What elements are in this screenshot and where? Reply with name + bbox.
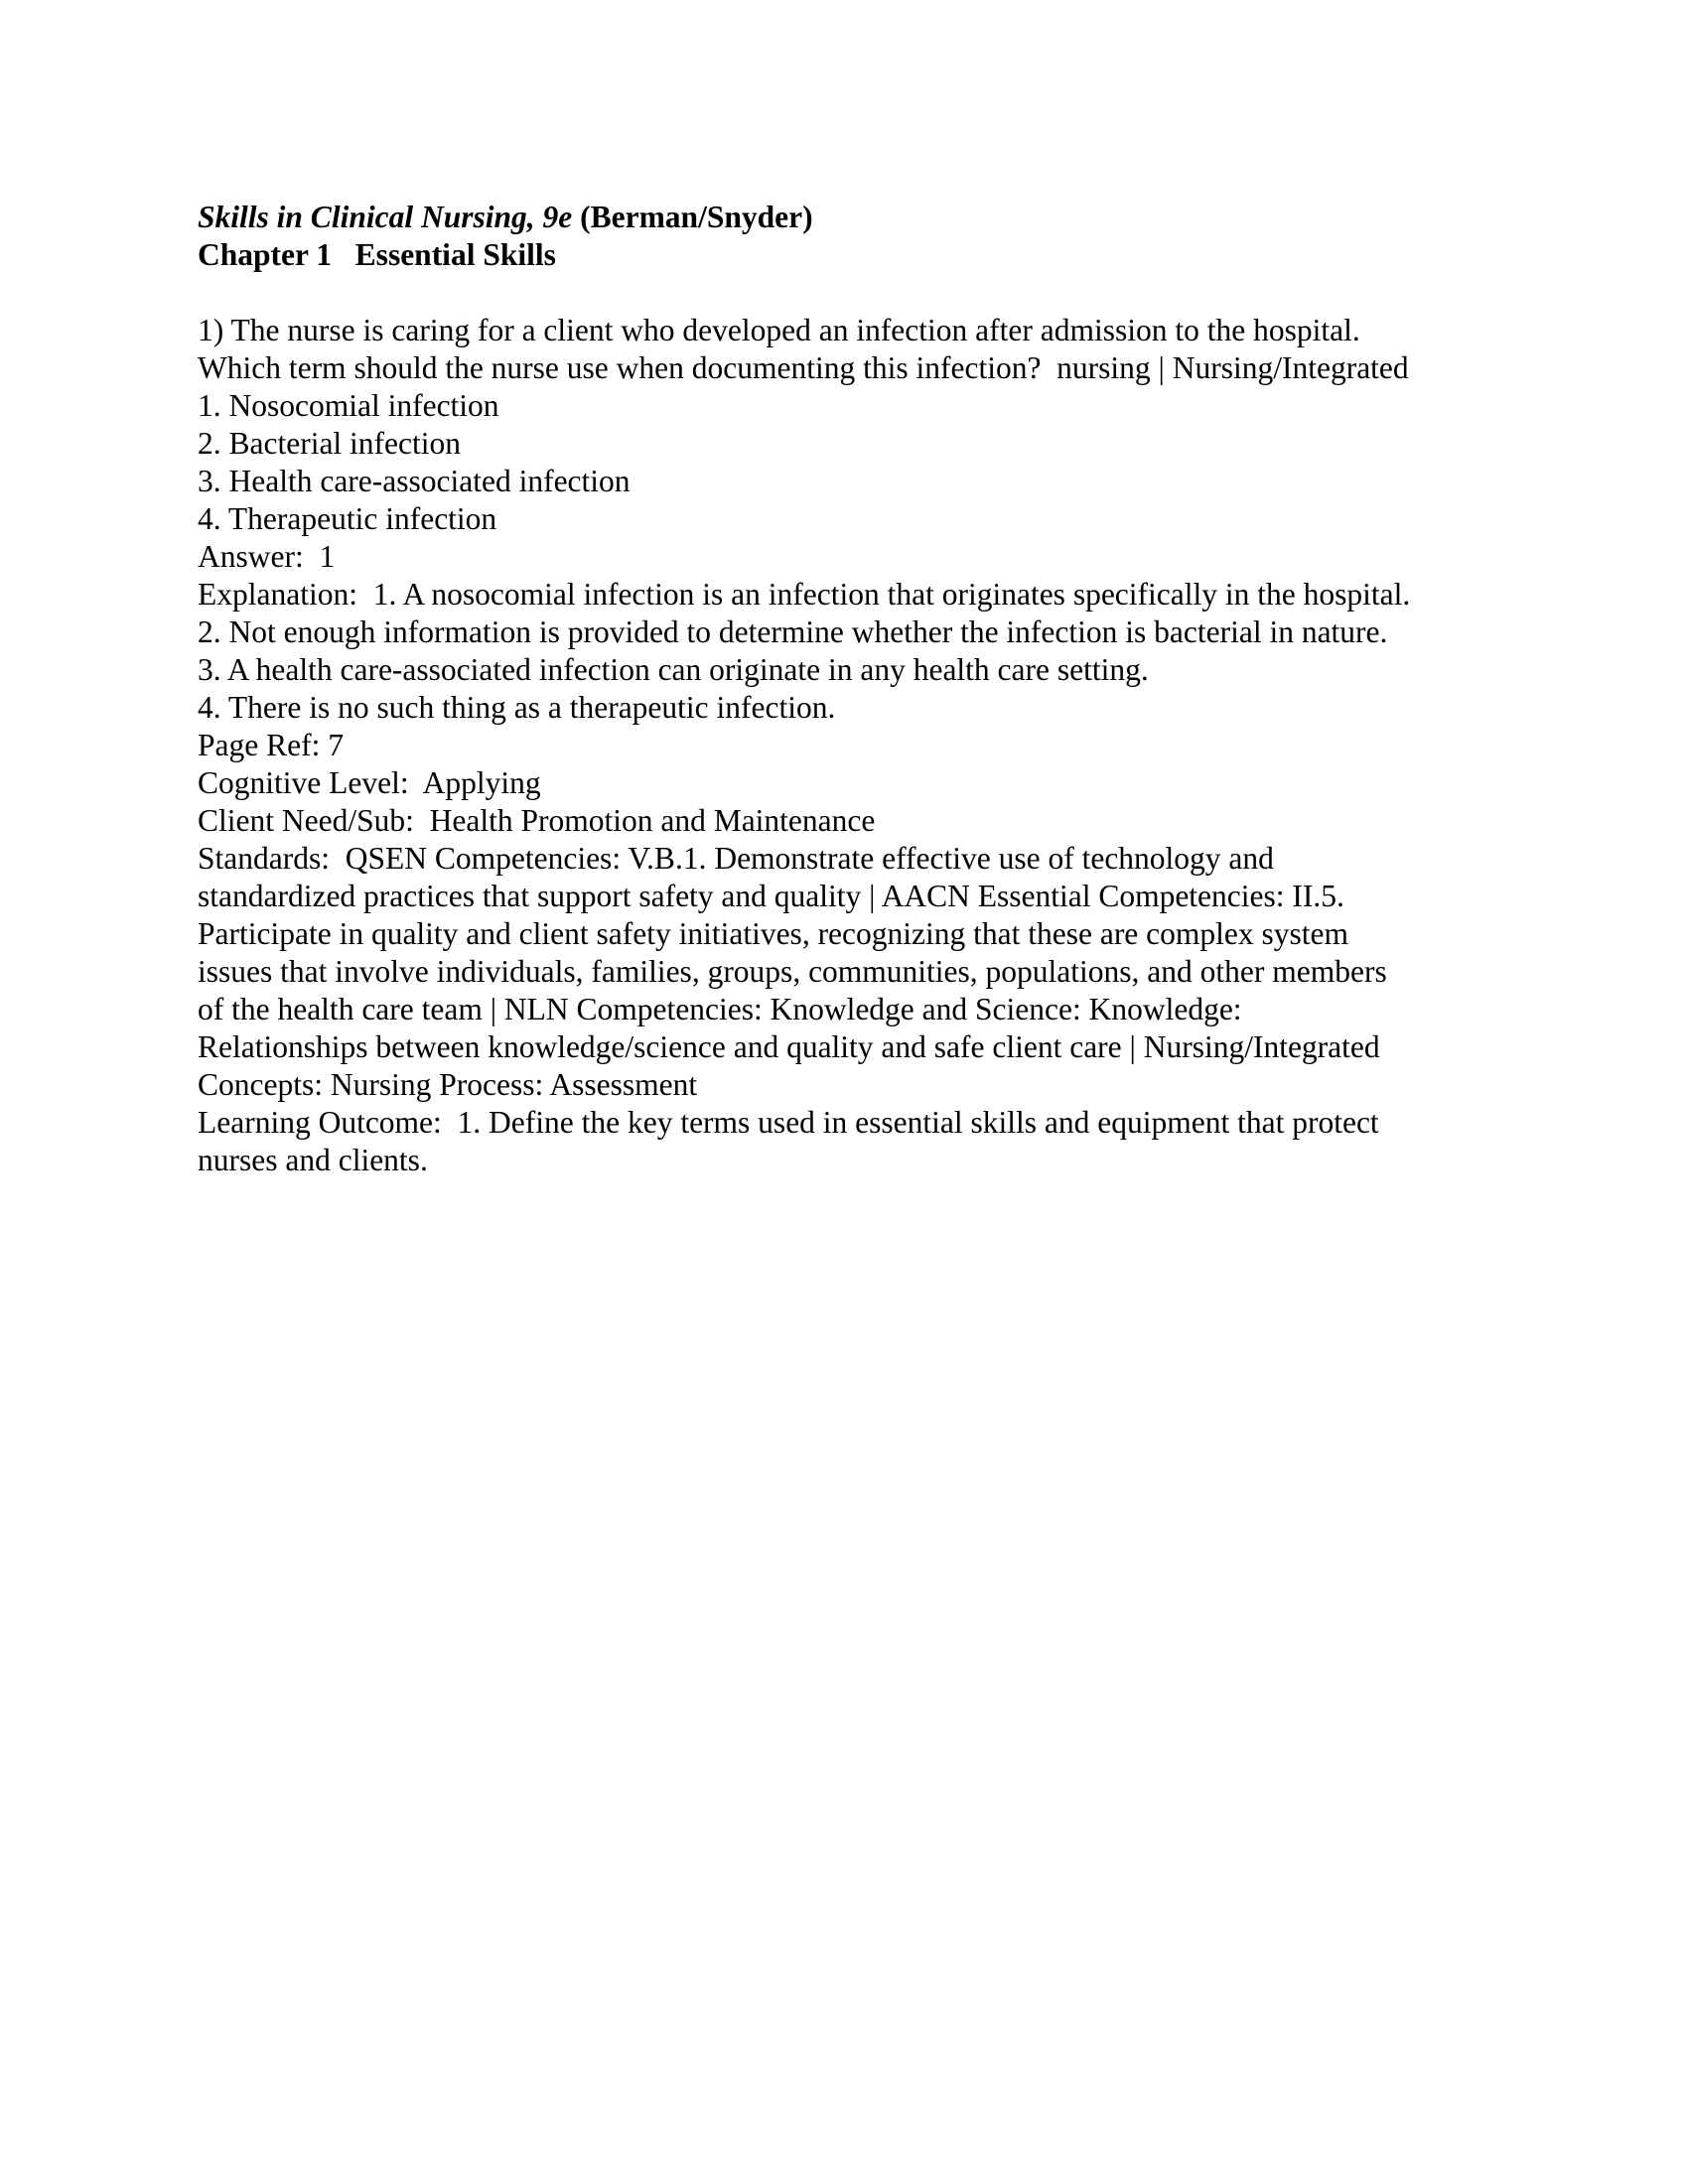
learning-outcome-line-1: Learning Outcome: 1. Define the key terms used in essential skills and equipment that protect <box>198 1105 1379 1140</box>
book-title: Skills in Clinical Nursing, 9e <box>198 200 573 234</box>
book-authors: (Berman/Snyder) <box>572 200 813 234</box>
answer-option-1: 1. Nosocomial infection <box>198 388 499 423</box>
answer-option-3: 3. Health care-associated infection <box>198 464 631 498</box>
standards-line-7: Concepts: Nursing Process: Assessment <box>198 1067 698 1102</box>
answer-option-4: 4. Therapeutic infection <box>198 501 497 536</box>
client-need: Client Need/Sub: Health Promotion and Maintenance <box>198 803 876 838</box>
page-ref: Page Ref: 7 <box>198 728 344 762</box>
spacer <box>198 274 1528 312</box>
question-stem-line-1: 1) The nurse is caring for a client who developed an infection after admission to the hospital. <box>198 313 1360 347</box>
standards-line-3: Participate in quality and client safety initiatives, recognizing that these are complex system <box>198 916 1349 951</box>
explanation-line-4: 4. There is no such thing as a therapeutic infection. <box>198 690 836 725</box>
document-body <box>198 199 1528 1179</box>
answer-key: Answer: 1 <box>198 539 336 574</box>
explanation-line-1: Explanation: 1. A nosocomial infection is an infection that originates specifically in the hospital. <box>198 577 1411 612</box>
standards-line-2: standardized practices that support safety and quality | AACN Essential Competencies: II.5. <box>198 879 1344 913</box>
standards-line-4: issues that involve individuals, families, groups, communities, populations, and other members <box>198 954 1387 989</box>
cognitive-level: Cognitive Level: Applying <box>198 765 541 800</box>
answer-option-2: 2. Bacterial infection <box>198 426 462 461</box>
learning-outcome-line-2: nurses and clients. <box>198 1143 428 1177</box>
standards-line-1: Standards: QSEN Competencies: V.B.1. Demonstrate effective use of technology and <box>198 841 1274 876</box>
explanation-line-3: 3. A health care-associated infection can originate in any health care setting. <box>198 652 1149 687</box>
explanation-line-2: 2. Not enough information is provided to determine whether the infection is bacterial in nature. <box>198 614 1388 649</box>
question-stem-line-2: Which term should the nurse use when documenting this infection? nursing | Nursing/Integrated <box>198 350 1409 385</box>
standards-line-6: Relationships between knowledge/science and quality and safe client care | Nursing/Integrated <box>198 1029 1380 1064</box>
standards-line-5: of the health care team | NLN Competencies: Knowledge and Science: Knowledge: <box>198 992 1242 1026</box>
book-title-line <box>198 199 1528 236</box>
chapter-heading: Chapter 1 Essential Skills <box>198 237 556 272</box>
